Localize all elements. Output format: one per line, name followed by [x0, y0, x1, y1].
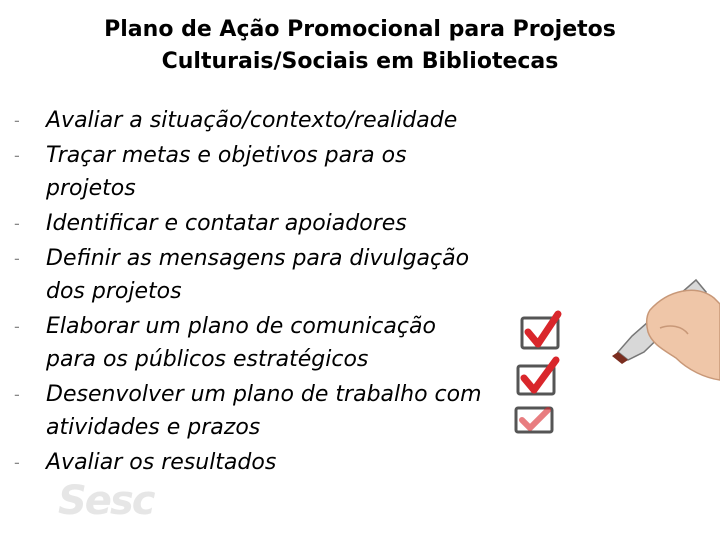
- bullet-marker: -: [14, 146, 20, 165]
- list-item: [0, 446, 560, 479]
- hand-icon: [647, 290, 720, 380]
- bullet-text: Avaliar os resultados: [46, 450, 277, 475]
- slide-title: [0, 14, 720, 78]
- bullet-text: Desenvolver um plano de trabalho com: [46, 382, 482, 407]
- bullet-text-continued: para os públicos estratégicos: [46, 347, 369, 372]
- bullet-marker: -: [14, 453, 20, 472]
- bullet-marker: -: [14, 385, 20, 404]
- list-item: [0, 378, 560, 444]
- list-item: [0, 242, 560, 308]
- bullet-text: Definir as mensagens para divulgação: [46, 246, 470, 271]
- sesc-logo: Sesc: [58, 478, 154, 524]
- bullet-text: Avaliar a situação/contexto/realidade: [46, 108, 458, 133]
- checkbox-icon: [516, 408, 552, 432]
- title-line-1: Plano de Ação Promocional para Projetos: [104, 17, 616, 42]
- checkbox-icon: [522, 314, 558, 348]
- list-item: [0, 104, 560, 137]
- list-item: [0, 139, 560, 205]
- bullet-text-continued: atividades e prazos: [46, 415, 261, 440]
- checkbox-icon: [518, 360, 556, 394]
- bullet-text-continued: projetos: [46, 176, 136, 201]
- list-item: [0, 207, 560, 240]
- bullet-marker: -: [14, 214, 20, 233]
- bullet-list: [0, 104, 560, 481]
- title-line-2: Culturais/Sociais em Bibliotecas: [161, 49, 559, 74]
- bullet-marker: -: [14, 249, 20, 268]
- list-item: [0, 310, 560, 376]
- bullet-text: Traçar metas e objetivos para os: [46, 143, 407, 168]
- bullet-marker: -: [14, 317, 20, 336]
- bullet-text: Elaborar um plano de comunicação: [46, 314, 436, 339]
- bullet-text: Identificar e contatar apoiadores: [46, 211, 407, 236]
- checklist-illustration: [500, 270, 720, 435]
- bullet-text-continued: dos projetos: [46, 279, 182, 304]
- bullet-marker: -: [14, 111, 20, 130]
